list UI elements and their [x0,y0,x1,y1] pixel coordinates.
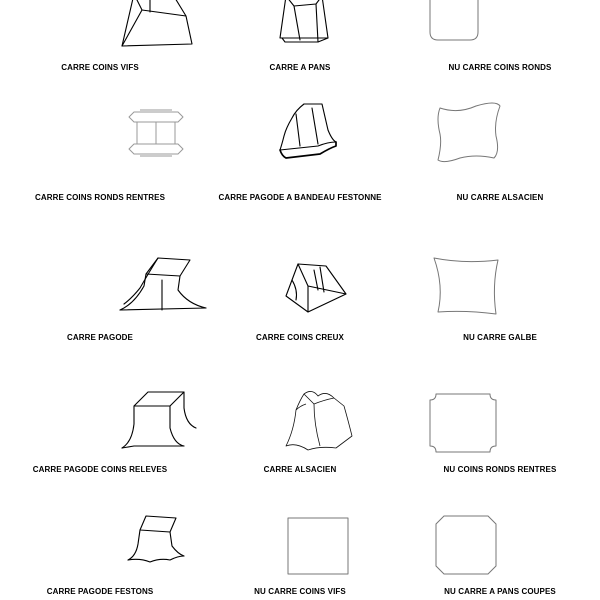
carre-pagode-festons-drawing [0,510,200,580]
item-carre-alsacien [200,380,400,510]
carre-a-pans-drawing [200,0,400,60]
caption-carre-coins-vifs: CARRE COINS VIFS [61,63,139,72]
item-nu-carre-coins-vifs [200,510,400,600]
item-carre-coins-creux [200,240,400,380]
item-nu-coins-ronds-rentres [400,380,600,510]
caption-nu-carre-galbe: NU CARRE GALBE [463,333,537,342]
caption-carre-pagode-festons: CARRE PAGODE FESTONS [46,587,154,596]
item-nu-carre-galbe [400,240,600,380]
nu-carre-alsacien-drawing [400,100,600,180]
caption-nu-carre-coins-vifs: NU CARRE COINS VIFS [254,587,346,596]
caption-nu-carre-alsacien: NU CARRE ALSACIEN [456,193,544,202]
caption-nu-carre-coins-ronds: NU CARRE COINS RONDS [448,63,552,72]
nu-carre-coins-vifs-drawing [200,510,400,580]
caption-nu-carre-a-pans-coupes: NU CARRE A PANS COUPES [444,587,556,596]
caption-carre-coins-creux: CARRE COINS CREUX [256,333,344,342]
item-nu-carre-a-pans-coupes [400,510,600,600]
item-carre-a-pans [200,0,400,100]
nu-carre-a-pans-coupes-drawing [400,510,600,580]
carre-coins-creux-drawing [200,240,400,330]
caption-carre-pagode-a-bandeau-festonne: CARRE PAGODE A BANDEAU FESTONNE [218,193,382,202]
caption-carre-pagode-coins-releves: CARRE PAGODE COINS RELEVES [32,465,168,474]
item-carre-coins-ronds-rentres [0,100,200,240]
carre-pagode-drawing [0,240,200,330]
item-carre-pagode-a-bandeau-festonne [200,100,400,240]
item-carre-pagode-coins-releves [0,380,200,510]
item-carre-coins-vifs [0,0,200,100]
nu-coins-ronds-rentres-drawing [400,380,600,460]
carre-pagode-coins-releves-drawing [0,380,200,460]
item-carre-pagode-festons [0,510,200,600]
caption-nu-coins-ronds-rentres: NU COINS RONDS RENTRES [443,465,557,474]
caption-carre-pagode: CARRE PAGODE [67,333,133,342]
carre-pagode-a-bandeau-festonne-drawing [200,100,400,180]
carre-coins-ronds-rentres-drawing [0,100,200,180]
item-nu-carre-coins-ronds [400,0,600,100]
caption-carre-coins-ronds-rentres: CARRE COINS RONDS RENTRES [34,193,166,202]
caption-carre-a-pans: CARRE A PANS [269,63,331,72]
carre-alsacien-drawing [200,380,400,460]
carre-coins-vifs-drawing [0,0,200,60]
nu-carre-coins-ronds-drawing [400,0,600,60]
item-carre-pagode [0,240,200,380]
caption-carre-alsacien: CARRE ALSACIEN [263,465,337,474]
item-nu-carre-alsacien [400,100,600,240]
nu-carre-galbe-drawing [400,240,600,330]
